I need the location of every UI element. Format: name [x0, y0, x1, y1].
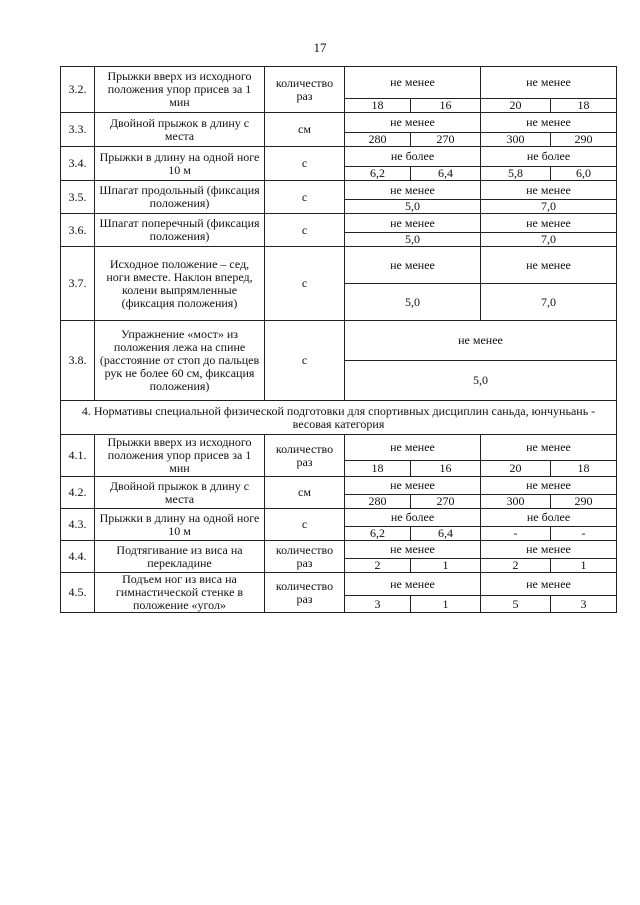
- value-cell: 5,0: [345, 361, 617, 401]
- table-row: [61, 509, 617, 527]
- value-cell: 1: [411, 559, 481, 573]
- condition-cell: не менее: [481, 181, 617, 200]
- value-cell: 2: [481, 559, 551, 573]
- table-row: [61, 247, 617, 284]
- value-cell: 7,0: [481, 284, 617, 321]
- unit-cell: количество раз: [265, 541, 345, 573]
- table-row: [61, 435, 617, 461]
- unit-cell: с: [265, 321, 345, 401]
- value-cell: 2: [345, 559, 411, 573]
- value-cell: 18: [551, 99, 617, 113]
- value-cell: 280: [345, 133, 411, 147]
- row-number: 4.3.: [61, 509, 95, 541]
- exercise-name: Подтягивание из виса на перекладине: [95, 541, 265, 573]
- exercise-name: Упражнение «мост» из положения лежа на спине (расстояние от стоп до пальцев рук не более 60 см, фиксация положения): [95, 321, 265, 401]
- value-cell: 1: [551, 559, 617, 573]
- value-cell: 16: [411, 99, 481, 113]
- condition-cell: не менее: [345, 573, 481, 596]
- table-row: [61, 541, 617, 559]
- condition-cell: не менее: [345, 321, 617, 361]
- condition-cell: не менее: [481, 477, 617, 495]
- value-cell: 290: [551, 133, 617, 147]
- condition-cell: не менее: [481, 67, 617, 99]
- value-cell: 20: [481, 99, 551, 113]
- value-cell: 6,4: [411, 167, 481, 181]
- table-row: [61, 214, 617, 233]
- value-cell: -: [551, 527, 617, 541]
- table-row: [61, 477, 617, 495]
- condition-cell: не менее: [481, 247, 617, 284]
- value-cell: 20: [481, 461, 551, 477]
- value-cell: 16: [411, 461, 481, 477]
- unit-cell: количество раз: [265, 435, 345, 477]
- condition-cell: не менее: [345, 435, 481, 461]
- page-number: 17: [313, 40, 327, 55]
- row-number: 3.3.: [61, 113, 95, 147]
- exercise-name: Прыжки в длину на одной ноге 10 м: [95, 509, 265, 541]
- exercise-name: Прыжки вверх из исходного положения упор присев за 1 мин: [95, 67, 265, 113]
- row-number: 3.8.: [61, 321, 95, 401]
- condition-cell: не менее: [345, 247, 481, 284]
- row-number: 4.2.: [61, 477, 95, 509]
- unit-cell: с: [265, 247, 345, 321]
- condition-cell: не менее: [345, 214, 481, 233]
- condition-cell: не менее: [345, 541, 481, 559]
- value-cell: 18: [551, 461, 617, 477]
- exercise-name: Исходное положение – сед, ноги вместе. Наклон вперед, колени выпрямленные (фиксация положения): [95, 247, 265, 321]
- unit-cell: см: [265, 477, 345, 509]
- row-number: 3.6.: [61, 214, 95, 247]
- condition-cell: не более: [481, 509, 617, 527]
- value-cell: 5,8: [481, 167, 551, 181]
- value-cell: 3: [551, 596, 617, 613]
- condition-cell: не менее: [345, 477, 481, 495]
- unit-cell: с: [265, 181, 345, 214]
- value-cell: 18: [345, 99, 411, 113]
- norms-table: [60, 66, 617, 613]
- unit-cell: с: [265, 509, 345, 541]
- value-cell: 5: [481, 596, 551, 613]
- unit-cell: количество раз: [265, 573, 345, 613]
- row-number: 3.4.: [61, 147, 95, 181]
- unit-cell: количество раз: [265, 67, 345, 113]
- value-cell: 3: [345, 596, 411, 613]
- condition-cell: не более: [481, 147, 617, 167]
- table-row: [61, 573, 617, 596]
- value-cell: 290: [551, 495, 617, 509]
- section-title: 4. Нормативы специальной физической подготовки для спортивных дисциплин саньда, юнчуньань - весовая категория: [61, 401, 617, 435]
- condition-cell: не менее: [481, 435, 617, 461]
- table-row: [61, 67, 617, 99]
- row-number: 4.5.: [61, 573, 95, 613]
- value-cell: 7,0: [481, 233, 617, 247]
- condition-cell: не менее: [481, 541, 617, 559]
- condition-cell: не менее: [481, 214, 617, 233]
- value-cell: 18: [345, 461, 411, 477]
- value-cell: 5,0: [345, 200, 481, 214]
- row-number: 4.4.: [61, 541, 95, 573]
- condition-cell: не более: [345, 509, 481, 527]
- exercise-name: Шпагат поперечный (фиксация положения): [95, 214, 265, 247]
- value-cell: 5,0: [345, 284, 481, 321]
- row-number: 3.7.: [61, 247, 95, 321]
- value-cell: 6,2: [345, 167, 411, 181]
- value-cell: 7,0: [481, 200, 617, 214]
- value-cell: 300: [481, 133, 551, 147]
- condition-cell: не менее: [345, 67, 481, 99]
- value-cell: 1: [411, 596, 481, 613]
- table-row: [61, 181, 617, 200]
- value-cell: 5,0: [345, 233, 481, 247]
- table-row: [61, 321, 617, 361]
- exercise-name: Прыжки в длину на одной ноге 10 м: [95, 147, 265, 181]
- condition-cell: не менее: [481, 573, 617, 596]
- condition-cell: не менее: [345, 181, 481, 200]
- unit-cell: см: [265, 113, 345, 147]
- table-row: [61, 147, 617, 167]
- value-cell: 270: [411, 133, 481, 147]
- value-cell: -: [481, 527, 551, 541]
- exercise-name: Двойной прыжок в длину с места: [95, 113, 265, 147]
- unit-cell: с: [265, 147, 345, 181]
- unit-cell: с: [265, 214, 345, 247]
- table-row: [61, 113, 617, 133]
- row-number: 3.5.: [61, 181, 95, 214]
- section-title-row: [61, 401, 617, 435]
- value-cell: 270: [411, 495, 481, 509]
- value-cell: 6,0: [551, 167, 617, 181]
- exercise-name: Подъем ног из виса на гимнастической стенке в положение «угол»: [95, 573, 265, 613]
- value-cell: 280: [345, 495, 411, 509]
- exercise-name: Двойной прыжок в длину с места: [95, 477, 265, 509]
- value-cell: 6,4: [411, 527, 481, 541]
- exercise-name: Прыжки вверх из исходного положения упор присев за 1 мин: [95, 435, 265, 477]
- row-number: 4.1.: [61, 435, 95, 477]
- row-number: 3.2.: [61, 67, 95, 113]
- value-cell: 300: [481, 495, 551, 509]
- value-cell: 6,2: [345, 527, 411, 541]
- exercise-name: Шпагат продольный (фиксация положения): [95, 181, 265, 214]
- condition-cell: не менее: [345, 113, 481, 133]
- condition-cell: не более: [345, 147, 481, 167]
- condition-cell: не менее: [481, 113, 617, 133]
